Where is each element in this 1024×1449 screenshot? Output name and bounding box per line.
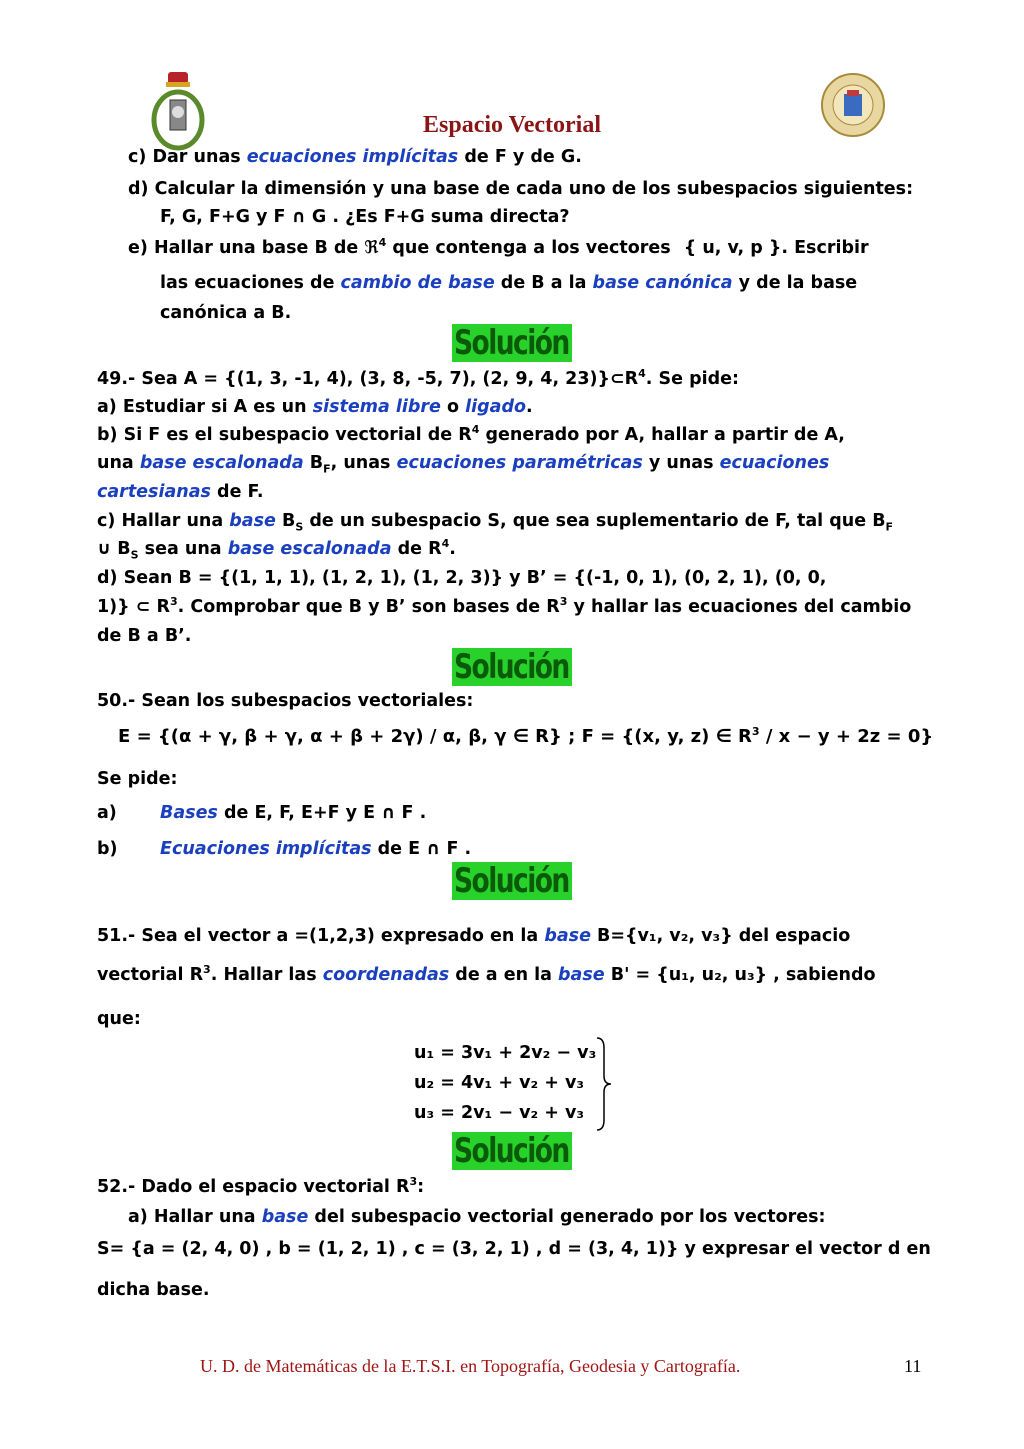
item-c: c) Dar unas ecuaciones implícitas de F y de G. — [128, 147, 582, 167]
q51-line3: que: — [97, 1009, 141, 1029]
q52-line2: a) Hallar una base del subespacio vectorial generado por los vectores: — [128, 1207, 826, 1227]
q52-line3: S= {a = (2, 4, 0) , b = (1, 2, 1) , c = (3, 2, 1) , d = (3, 4, 1)} y expresar el vector d en — [97, 1239, 931, 1259]
q50-a-label: a) — [97, 803, 117, 823]
q49-line10: de B a B’. — [97, 626, 192, 646]
q49-line6: c) Hallar una base $B_S$ de un subespacio S, que sea suplementario de F, tal que $B_F$ — [97, 511, 894, 534]
q51-line2: vectorial $R^3$. Hallar las coordenadas de a en la base B' = {u₁, u₂, u₃} , sabiendo — [97, 963, 876, 985]
q50-equations: E = {(α + γ, β + γ, α + β + 2γ) / α, β, γ ∈ R} ; F = {(x, y, z) ∈ $R^3 / x - y + 2z = 0$} — [118, 725, 934, 747]
q49-line8: d) Sean B = {(1, 1, 1), (1, 2, 1), (1, 2, 3)} y B’ = {(-1, 0, 1), (0, 2, 1), (0, 0, — [97, 568, 827, 588]
item-e-line1: e) Hallar una base B de ℜ$^4$ que contenga a los vectores { u, v, p }. Escribir — [128, 236, 869, 258]
solution-link-48[interactable]: Solución — [452, 324, 572, 362]
q49-line5: cartesianas de F. — [97, 482, 264, 502]
q49-line9: 1)} ⊂ $R^3$. Comprobar que B y B’ son bases de $R^3$ y hallar las ecuaciones del cambio — [97, 595, 912, 617]
q50-line2: Se pide: — [97, 769, 178, 789]
item-e-line3: canónica a B. — [160, 303, 292, 323]
q51-eq2: u₂ = 4v₁ + v₂ + v₃ — [414, 1073, 585, 1093]
solution-link-49[interactable]: Solución — [452, 648, 572, 686]
page-title: Espacio Vectorial — [423, 112, 601, 138]
solution-link-50[interactable]: Solución — [452, 862, 572, 900]
q52-line1: 52.- Dado el espacio vectorial $R^3$: — [97, 1175, 425, 1197]
q49-line7: ∪ $B_S$ sea una base escalonada de $R^4$. — [97, 537, 456, 562]
right-brace — [594, 1036, 614, 1136]
q49-line2: a) Estudiar si A es un sistema libre o ligado. — [97, 397, 533, 417]
q51-line1: 51.- Sea el vector a =(1,2,3) expresado en la base B={v₁, v₂, v₃} del espacio — [97, 926, 851, 946]
item-d-line1: d) Calcular la dimensión y una base de cada uno de los subespacios siguientes: — [128, 179, 914, 199]
solution-link-51[interactable]: Solución — [452, 1132, 572, 1170]
q52-line4: dicha base. — [97, 1280, 210, 1300]
q50-line1: 50.- Sean los subespacios vectoriales: — [97, 691, 474, 711]
q50-b-label: b) — [97, 839, 118, 859]
page-number: 11 — [904, 1356, 922, 1376]
q49-line4: una base escalonada $B_F$, unas ecuaciones paramétricas y unas ecuaciones — [97, 453, 830, 476]
item-e-line2: las ecuaciones de cambio de base de B a la base canónica y de la base — [160, 273, 858, 293]
q49-line1: 49.- Sea A = {(1, 3, -1, 4), (3, 8, -5, 7), (2, 9, 4, $23)\}\subset R^4$. Se pide: — [97, 367, 740, 389]
vector-set: { u, v, p } — [683, 238, 782, 258]
q49-line3: b) Si F es el subespacio vectorial de $R^4$ generado por A, hallar a partir de A, — [97, 423, 845, 445]
footer-text: U. D. de Matemáticas de la E.T.S.I. en Topografía, Geodesia y Cartografía. — [200, 1356, 741, 1376]
q50-a: Bases de E, F, E+F y E ∩ F . — [160, 803, 427, 823]
q51-eq1: u₁ = 3v₁ + 2v₂ − v₃ — [414, 1043, 597, 1063]
q51-eq3: u₃ = 2v₁ − v₂ + v₃ — [414, 1103, 585, 1123]
item-d-line2: F, G, F+G y F ∩ G . ¿Es F+G suma directa? — [160, 207, 570, 227]
q50-b: Ecuaciones implícitas de E ∩ F . — [160, 839, 472, 859]
